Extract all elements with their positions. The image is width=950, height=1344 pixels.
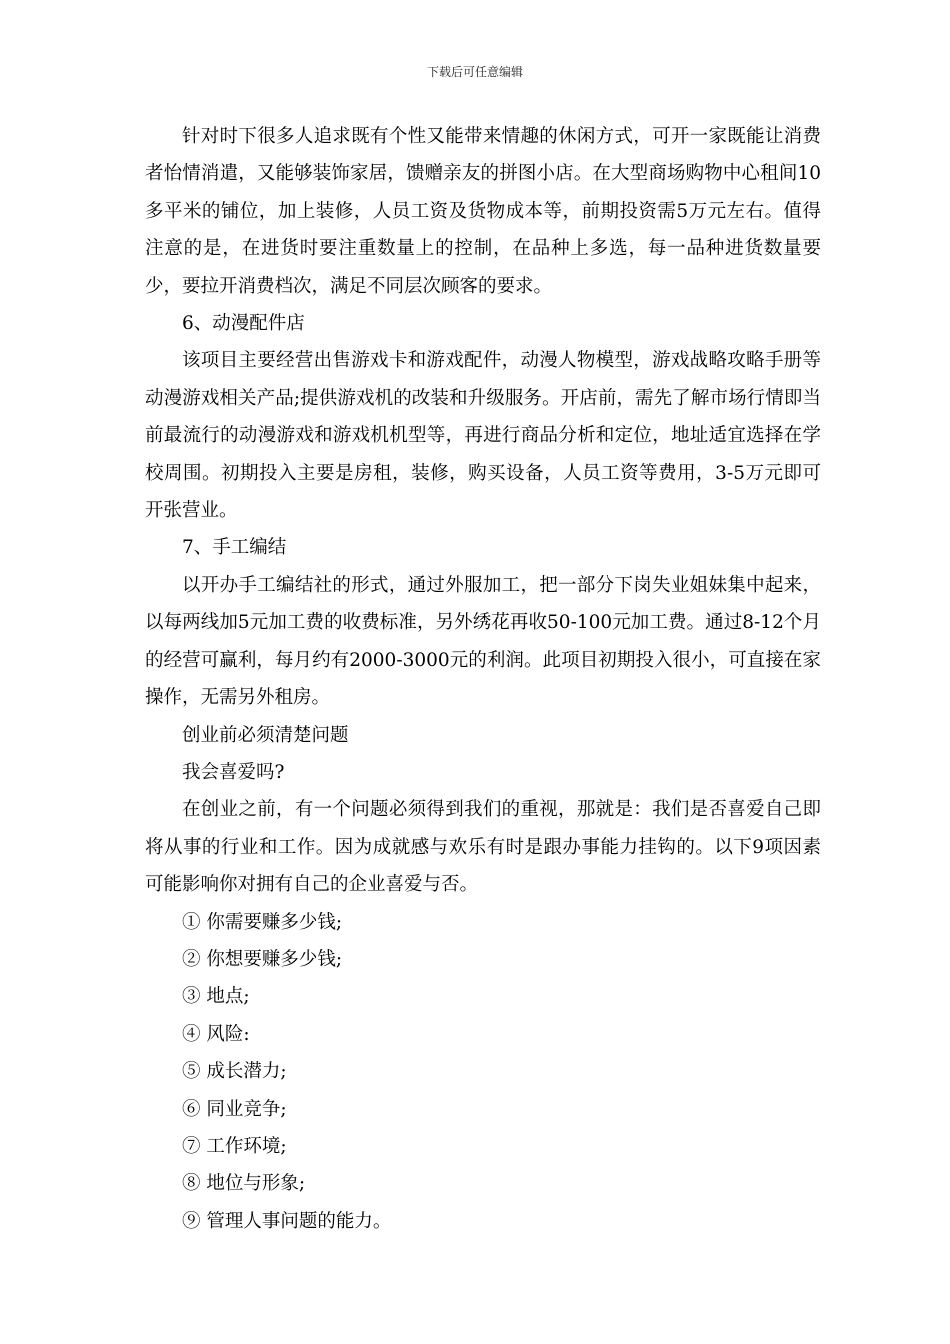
factor-item: ① 你需要赚多少钱; [182, 911, 343, 933]
document-body [145, 118, 821, 1240]
factor-item: ⑤ 成长潜力; [182, 1061, 287, 1083]
factor-item: ⑧ 地位与形象; [182, 1173, 306, 1195]
factor-item: ② 你想要赚多少钱; [182, 948, 343, 970]
factor-item: ⑦ 工作环境; [182, 1135, 287, 1157]
page-header: 下载后可任意编辑 [426, 65, 523, 79]
factor-item: ④ 风险: [182, 1023, 250, 1045]
paragraph-jigsaw-shop: 针对时下很多人追求既有个性又能带来情趣的休闲方式，可开一家既能让消费者怡情消遣，又能够装饰家居，馈赠亲友的拼图小店。在大型商场购物中心租间10多平米的铺位，加上装修，人员工资及货物成本等，前期投资需5万元左右。值得注意的是，在进货时要注重数量上的控制，在品种上多选，每一品种进货数量要少，要拉开消费档次，满足不同层次顾客的要求。 [145, 126, 821, 297]
factor-item: ⑨ 管理人事问题的能力。 [182, 1210, 392, 1232]
heading-handmade-knitting: 7、手工编结 [182, 537, 287, 559]
heading-anime-accessories-shop: 6、动漫配件店 [182, 313, 305, 335]
paragraph-handmade-knitting: 以开办手工编结社的形式，通过外服加工，把一部分下岗失业姐妹集中起来，以每两线加5元加工费的收费标准，另外绣花再收50-100元加工费。通过8-12个月的经营可赢利，每月约有2000-3000元的利润。此项目初期投入很小，可直接在家操作，无需另外租房。 [145, 574, 821, 709]
paragraph-anime-accessories-shop: 该项目主要经营出售游戏卡和游戏配件，动漫人物模型，游戏战略攻略手册等动漫游戏相关产品;提供游戏机的改装和升级服务。开店前，需先了解市场行情即当前最流行的动漫游戏和游戏机机型等，再进行商品分析和定位，地址适宜选择在学校周围。初期投入主要是房租，装修，购买设备，人员工资等费用，3-5万元即可开张营业。 [145, 350, 821, 522]
factor-item: ⑥ 同业竞争; [182, 1098, 287, 1120]
factor-item: ③ 地点; [182, 986, 250, 1008]
section-title: 创业前必须清楚问题 [182, 724, 349, 746]
paragraph-before-startup: 在创业之前，有一个问题必须得到我们的重视，那就是：我们是否喜爱自己即将从事的行业和工作。因为成就感与欢乐有时是跟办事能力挂钩的。以下9项因素可能影响你对拥有自己的企业喜爱与否。 [145, 799, 821, 896]
factor-list [145, 904, 821, 1241]
question-heading: 我会喜爱吗? [182, 761, 285, 783]
